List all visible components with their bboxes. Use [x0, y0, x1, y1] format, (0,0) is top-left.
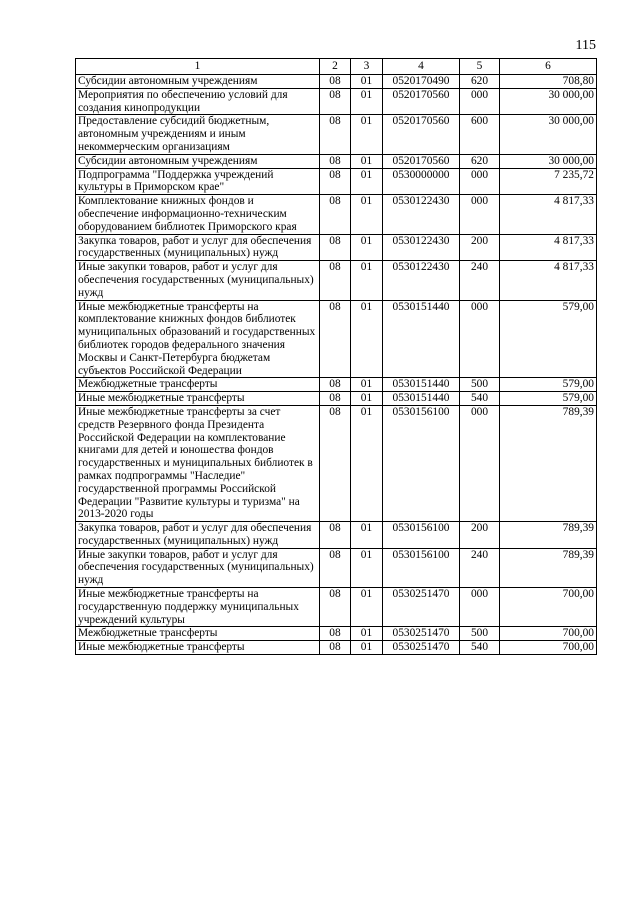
row-target-article-cell: 0530251470	[383, 627, 460, 641]
row-target-article-cell: 0530122430	[383, 195, 460, 234]
table-row	[76, 75, 597, 89]
row-amount-cell: 579,00	[500, 378, 597, 392]
row-amount-cell: 4 817,33	[500, 234, 597, 261]
row-name-cell: Субсидии автономным учреждениям	[76, 75, 320, 89]
row-expense-type-cell: 500	[460, 378, 500, 392]
row-subsection-cell: 01	[351, 261, 383, 300]
row-target-article-cell: 0530151440	[383, 300, 460, 378]
row-name-cell: Иные межбюджетные трансферты	[76, 641, 320, 655]
row-section-cell: 08	[320, 261, 351, 300]
page-number: 115	[575, 38, 596, 53]
row-name-cell: Подпрограмма "Поддержка учреждений культуры в Приморском крае"	[76, 168, 320, 195]
column-header-name: 1	[76, 59, 320, 75]
row-amount-cell: 700,00	[500, 641, 597, 655]
table-row	[76, 588, 597, 627]
row-name-cell: Иные межбюджетные трансферты на комплектование книжных фондов библиотек муниципальных образований и государственных библиотек городов федерального значения Москвы и Санкт-Петербурга бюджетам субъектов Российской Федерации	[76, 300, 320, 378]
table-row	[76, 88, 597, 115]
column-header-target-article: 4	[383, 59, 460, 75]
row-target-article-cell: 0530251470	[383, 641, 460, 655]
row-section-cell: 08	[320, 168, 351, 195]
row-expense-type-cell: 620	[460, 75, 500, 89]
row-expense-type-cell: 200	[460, 234, 500, 261]
row-expense-type-cell: 620	[460, 154, 500, 168]
row-subsection-cell: 01	[351, 378, 383, 392]
row-target-article-cell: 0530000000	[383, 168, 460, 195]
table-row	[76, 392, 597, 406]
row-target-article-cell: 0520170560	[383, 154, 460, 168]
row-section-cell: 08	[320, 195, 351, 234]
row-name-cell: Межбюджетные трансферты	[76, 627, 320, 641]
row-expense-type-cell: 000	[460, 168, 500, 195]
row-amount-cell: 7 235,72	[500, 168, 597, 195]
row-amount-cell: 700,00	[500, 588, 597, 627]
row-expense-type-cell: 240	[460, 261, 500, 300]
table-row	[76, 154, 597, 168]
row-amount-cell: 30 000,00	[500, 115, 597, 154]
row-target-article-cell: 0520170560	[383, 88, 460, 115]
row-name-cell: Иные межбюджетные трансферты за счет средств Резервного фонда Президента Российской Федерации на комплектование книгами для детей и юношества фондов государственных и муниципальных библиотек в рамках подпрограммы "Наследие" государственной программы Российской Федерации "Развитие культуры и туризма" на 2013-2020 годы	[76, 405, 320, 521]
row-section-cell: 08	[320, 641, 351, 655]
row-subsection-cell: 01	[351, 88, 383, 115]
row-section-cell: 08	[320, 588, 351, 627]
row-expense-type-cell: 000	[460, 195, 500, 234]
row-expense-type-cell: 000	[460, 88, 500, 115]
column-header-amount: 6	[500, 59, 597, 75]
row-amount-cell: 30 000,00	[500, 88, 597, 115]
table-row	[76, 522, 597, 549]
row-amount-cell: 30 000,00	[500, 154, 597, 168]
row-subsection-cell: 01	[351, 168, 383, 195]
row-expense-type-cell: 000	[460, 588, 500, 627]
row-section-cell: 08	[320, 392, 351, 406]
table-row	[76, 548, 597, 587]
row-subsection-cell: 01	[351, 641, 383, 655]
row-section-cell: 08	[320, 627, 351, 641]
table-row	[76, 405, 597, 521]
row-expense-type-cell: 000	[460, 300, 500, 378]
row-section-cell: 08	[320, 405, 351, 521]
row-subsection-cell: 01	[351, 154, 383, 168]
row-amount-cell: 579,00	[500, 300, 597, 378]
row-amount-cell: 700,00	[500, 627, 597, 641]
row-subsection-cell: 01	[351, 75, 383, 89]
table-row	[76, 115, 597, 154]
row-name-cell: Иные межбюджетные трансферты	[76, 392, 320, 406]
row-amount-cell: 4 817,33	[500, 195, 597, 234]
row-section-cell: 08	[320, 115, 351, 154]
column-header-subsection: 3	[351, 59, 383, 75]
row-subsection-cell: 01	[351, 548, 383, 587]
row-expense-type-cell: 540	[460, 641, 500, 655]
row-expense-type-cell: 600	[460, 115, 500, 154]
row-name-cell: Мероприятия по обеспечению условий для создания кинопродукции	[76, 88, 320, 115]
row-section-cell: 08	[320, 234, 351, 261]
row-section-cell: 08	[320, 522, 351, 549]
table-row	[76, 234, 597, 261]
row-subsection-cell: 01	[351, 405, 383, 521]
row-name-cell: Иные закупки товаров, работ и услуг для обеспечения государственных (муниципальных) нужд	[76, 548, 320, 587]
table-row	[76, 627, 597, 641]
table-row	[76, 195, 597, 234]
row-subsection-cell: 01	[351, 522, 383, 549]
table-row	[76, 378, 597, 392]
budget-table	[75, 58, 597, 655]
row-target-article-cell: 0530151440	[383, 392, 460, 406]
row-subsection-cell: 01	[351, 588, 383, 627]
row-section-cell: 08	[320, 88, 351, 115]
row-expense-type-cell: 240	[460, 548, 500, 587]
column-header-section: 2	[320, 59, 351, 75]
table-row	[76, 168, 597, 195]
row-expense-type-cell: 000	[460, 405, 500, 521]
column-header-expense-type: 5	[460, 59, 500, 75]
row-target-article-cell: 0530156100	[383, 522, 460, 549]
row-amount-cell: 789,39	[500, 548, 597, 587]
row-section-cell: 08	[320, 548, 351, 587]
table-row	[76, 641, 597, 655]
row-amount-cell: 4 817,33	[500, 261, 597, 300]
row-amount-cell: 579,00	[500, 392, 597, 406]
table-row	[76, 300, 597, 378]
row-target-article-cell: 0530156100	[383, 405, 460, 521]
row-target-article-cell: 0520170560	[383, 115, 460, 154]
row-name-cell: Закупка товаров, работ и услуг для обеспечения государственных (муниципальных) нужд	[76, 234, 320, 261]
table-body	[76, 75, 597, 655]
row-name-cell: Иные межбюджетные трансферты на государственную поддержку муниципальных учреждений культуры	[76, 588, 320, 627]
row-subsection-cell: 01	[351, 234, 383, 261]
row-name-cell: Предоставление субсидий бюджетным, автономным учреждениям и иным некоммерческим организациям	[76, 115, 320, 154]
row-name-cell: Межбюджетные трансферты	[76, 378, 320, 392]
row-target-article-cell: 0520170490	[383, 75, 460, 89]
row-subsection-cell: 01	[351, 627, 383, 641]
row-amount-cell: 708,80	[500, 75, 597, 89]
row-target-article-cell: 0530122430	[383, 261, 460, 300]
row-target-article-cell: 0530151440	[383, 378, 460, 392]
row-amount-cell: 789,39	[500, 405, 597, 521]
row-target-article-cell: 0530156100	[383, 548, 460, 587]
row-name-cell: Субсидии автономным учреждениям	[76, 154, 320, 168]
row-expense-type-cell: 200	[460, 522, 500, 549]
row-subsection-cell: 01	[351, 300, 383, 378]
row-section-cell: 08	[320, 378, 351, 392]
row-expense-type-cell: 500	[460, 627, 500, 641]
table-header-row	[76, 59, 597, 75]
row-target-article-cell: 0530251470	[383, 588, 460, 627]
row-name-cell: Закупка товаров, работ и услуг для обеспечения государственных (муниципальных) нужд	[76, 522, 320, 549]
table-row	[76, 261, 597, 300]
row-subsection-cell: 01	[351, 195, 383, 234]
row-subsection-cell: 01	[351, 115, 383, 154]
row-name-cell: Комплектование книжных фондов и обеспечение информационно-техническим оборудованием библиотек Приморского края	[76, 195, 320, 234]
row-subsection-cell: 01	[351, 392, 383, 406]
row-expense-type-cell: 540	[460, 392, 500, 406]
row-name-cell: Иные закупки товаров, работ и услуг для обеспечения государственных (муниципальных) нужд	[76, 261, 320, 300]
row-section-cell: 08	[320, 300, 351, 378]
row-amount-cell: 789,39	[500, 522, 597, 549]
row-section-cell: 08	[320, 154, 351, 168]
row-section-cell: 08	[320, 75, 351, 89]
row-target-article-cell: 0530122430	[383, 234, 460, 261]
